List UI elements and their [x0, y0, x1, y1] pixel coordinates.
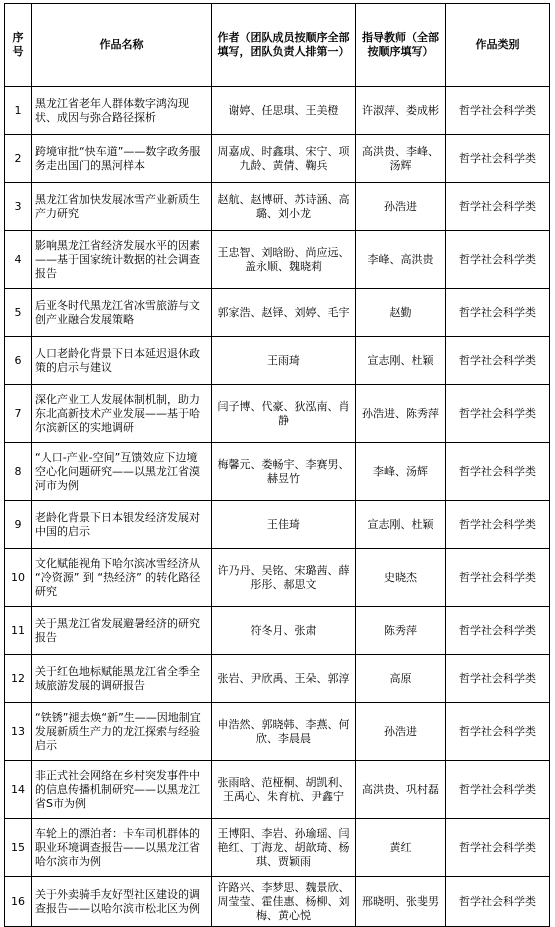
cell-advisor: 史晓杰 [356, 549, 446, 607]
cell-title: 跨境审批“快车道”——数字政务服务走出国门的黑河样本 [32, 135, 212, 183]
cell-title: 黑龙江省加快发展冰雪产业新质生产力研究 [32, 183, 212, 231]
cell-no: 13 [5, 703, 32, 761]
cell-authors: 王忠智、刘晗盼、尚应远、盖永顺、魏晓莉 [212, 231, 356, 289]
cell-title: 车轮上的漂泊者：卡车司机群体的职业环境调查报告——以黑龙江省哈尔滨市为例 [32, 819, 212, 877]
cell-no: 15 [5, 819, 32, 877]
header-authors: 作者（团队成员按顺序全部填写，团队负责人排第一） [212, 4, 356, 87]
header-advisor: 指导教师（全部按顺序填写） [356, 4, 446, 87]
header-title: 作品名称 [32, 4, 212, 87]
cell-title: 人口老龄化背景下日本延迟退休政策的启示与建议 [32, 337, 212, 385]
table-row [5, 819, 550, 877]
cell-category: 哲学社会科学类 [446, 819, 550, 877]
cell-advisor: 黄红 [356, 819, 446, 877]
cell-category: 哲学社会科学类 [446, 703, 550, 761]
cell-title: 文化赋能视角下哈尔滨冰雪经济从 “冷资源” 到 “热经济” 的转化路径研究 [32, 549, 212, 607]
cell-advisor: 孙浩进 [356, 703, 446, 761]
cell-no: 7 [5, 385, 32, 443]
cell-category: 哲学社会科学类 [446, 607, 550, 655]
cell-authors: 许乃丹、吴铭、宋璐茜、薛彤彤、郝思文 [212, 549, 356, 607]
cell-no: 9 [5, 501, 32, 549]
cell-no: 2 [5, 135, 32, 183]
cell-category: 哲学社会科学类 [446, 877, 550, 927]
cell-authors: 王雨琦 [212, 337, 356, 385]
cell-title: 影响黑龙江省经济发展水平的因素——基于国家统计数据的社会调查报告 [32, 231, 212, 289]
cell-authors: 许路兴、李梦思、魏景欣、周莹莹、霍佳惠、杨柳、刘梅、黄心悦 [212, 877, 356, 927]
cell-category: 哲学社会科学类 [446, 289, 550, 337]
cell-authors: 赵航、赵博研、苏诗涵、高璐、刘小龙 [212, 183, 356, 231]
cell-authors: 张岩、尹欣禹、王朵、郭淳 [212, 655, 356, 703]
table-row [5, 703, 550, 761]
cell-title: “铁锈”褪去焕“新”生——因地制宜发展新质生产力的龙江探索与经验启示 [32, 703, 212, 761]
cell-category: 哲学社会科学类 [446, 501, 550, 549]
cell-category: 哲学社会科学类 [446, 761, 550, 819]
table-row [5, 87, 550, 135]
table-row [5, 443, 550, 501]
cell-title: 深化产业工人发展体制机制，助力东北高新技术产业发展——基于哈尔滨新区的实地调研 [32, 385, 212, 443]
cell-category: 哲学社会科学类 [446, 337, 550, 385]
table-row [5, 385, 550, 443]
cell-no: 16 [5, 877, 32, 927]
awards-table-container [4, 3, 549, 927]
cell-advisor: 邢晓明、张斐男 [356, 877, 446, 927]
cell-no: 8 [5, 443, 32, 501]
cell-title: 关于黑龙江省发展避暑经济的研究报告 [32, 607, 212, 655]
cell-no: 5 [5, 289, 32, 337]
table-row [5, 549, 550, 607]
cell-no: 10 [5, 549, 32, 607]
cell-advisor: 陈秀萍 [356, 607, 446, 655]
header-category: 作品类别 [446, 4, 550, 87]
cell-category: 哲学社会科学类 [446, 549, 550, 607]
cell-advisor: 李峰、高洪贵 [356, 231, 446, 289]
header-no: 序号 [5, 4, 32, 87]
table-row [5, 289, 550, 337]
cell-advisor: 孙浩进、陈秀萍 [356, 385, 446, 443]
cell-category: 哲学社会科学类 [446, 183, 550, 231]
cell-title: 非正式社会网络在乡村突发事件中的信息传播机制研究——以黑龙江省S市为例 [32, 761, 212, 819]
cell-advisor: 高原 [356, 655, 446, 703]
cell-authors: 郭家浩、赵铎、刘婷、毛宇 [212, 289, 356, 337]
cell-no: 1 [5, 87, 32, 135]
cell-title: 关于红色地标赋能黑龙江省全季全域旅游发展的调研报告 [32, 655, 212, 703]
cell-authors: 王博阳、李岩、孙瑜瑶、闫艳红、丁海龙、胡歆琦、杨琪、贾颖雨 [212, 819, 356, 877]
cell-no: 3 [5, 183, 32, 231]
cell-category: 哲学社会科学类 [446, 231, 550, 289]
cell-authors: 周嘉成、时鑫琪、宋宁、项九龄、黄倩、鞠兵 [212, 135, 356, 183]
cell-authors: 张雨晗、范桠桐、胡凯利、王禹心、朱育杭、尹鑫宁 [212, 761, 356, 819]
cell-title: 老龄化背景下日本银发经济发展对中国的启示 [32, 501, 212, 549]
cell-authors: 闫子博、代豪、狄泓南、肖静 [212, 385, 356, 443]
table-row [5, 607, 550, 655]
table-header-row [5, 4, 550, 87]
cell-advisor: 许淑萍、娄成彬 [356, 87, 446, 135]
cell-authors: 符冬月、张肃 [212, 607, 356, 655]
table-row [5, 135, 550, 183]
table-row [5, 877, 550, 927]
cell-no: 11 [5, 607, 32, 655]
table-row [5, 501, 550, 549]
cell-advisor: 李峰、汤辉 [356, 443, 446, 501]
cell-no: 12 [5, 655, 32, 703]
cell-advisor: 孙浩进 [356, 183, 446, 231]
cell-authors: 申浩然、郭晓韩、李燕、何欣、李晨晨 [212, 703, 356, 761]
cell-authors: 王佳琦 [212, 501, 356, 549]
cell-category: 哲学社会科学类 [446, 443, 550, 501]
cell-title: 黑龙江省老年人群体数字鸿沟现状、成因与弥合路径探析 [32, 87, 212, 135]
cell-advisor: 高洪贵、李峰、汤辉 [356, 135, 446, 183]
cell-authors: 梅馨元、娄畅宇、李赛男、赫昱竹 [212, 443, 356, 501]
cell-advisor: 高洪贵、巩村磊 [356, 761, 446, 819]
table-row [5, 655, 550, 703]
table-row [5, 183, 550, 231]
cell-category: 哲学社会科学类 [446, 87, 550, 135]
table-row [5, 337, 550, 385]
cell-category: 哲学社会科学类 [446, 135, 550, 183]
table-row [5, 761, 550, 819]
cell-no: 6 [5, 337, 32, 385]
cell-no: 14 [5, 761, 32, 819]
cell-authors: 谢婷、任思琪、王美橙 [212, 87, 356, 135]
cell-advisor: 宣志刚、杜颖 [356, 337, 446, 385]
cell-title: 关于外卖骑手友好型社区建设的调查报告——以哈尔滨市松北区为例 [32, 877, 212, 927]
cell-category: 哲学社会科学类 [446, 655, 550, 703]
cell-title: “人口-产业-空间”互馈效应下边境空心化问题研究——以黑龙江省漠河市为例 [32, 443, 212, 501]
cell-advisor: 赵勤 [356, 289, 446, 337]
table-row [5, 231, 550, 289]
cell-title: 后亚冬时代黑龙江省冰雪旅游与文创产业融合发展策略 [32, 289, 212, 337]
cell-category: 哲学社会科学类 [446, 385, 550, 443]
cell-no: 4 [5, 231, 32, 289]
cell-advisor: 宣志刚、杜颖 [356, 501, 446, 549]
works-table [4, 3, 550, 927]
